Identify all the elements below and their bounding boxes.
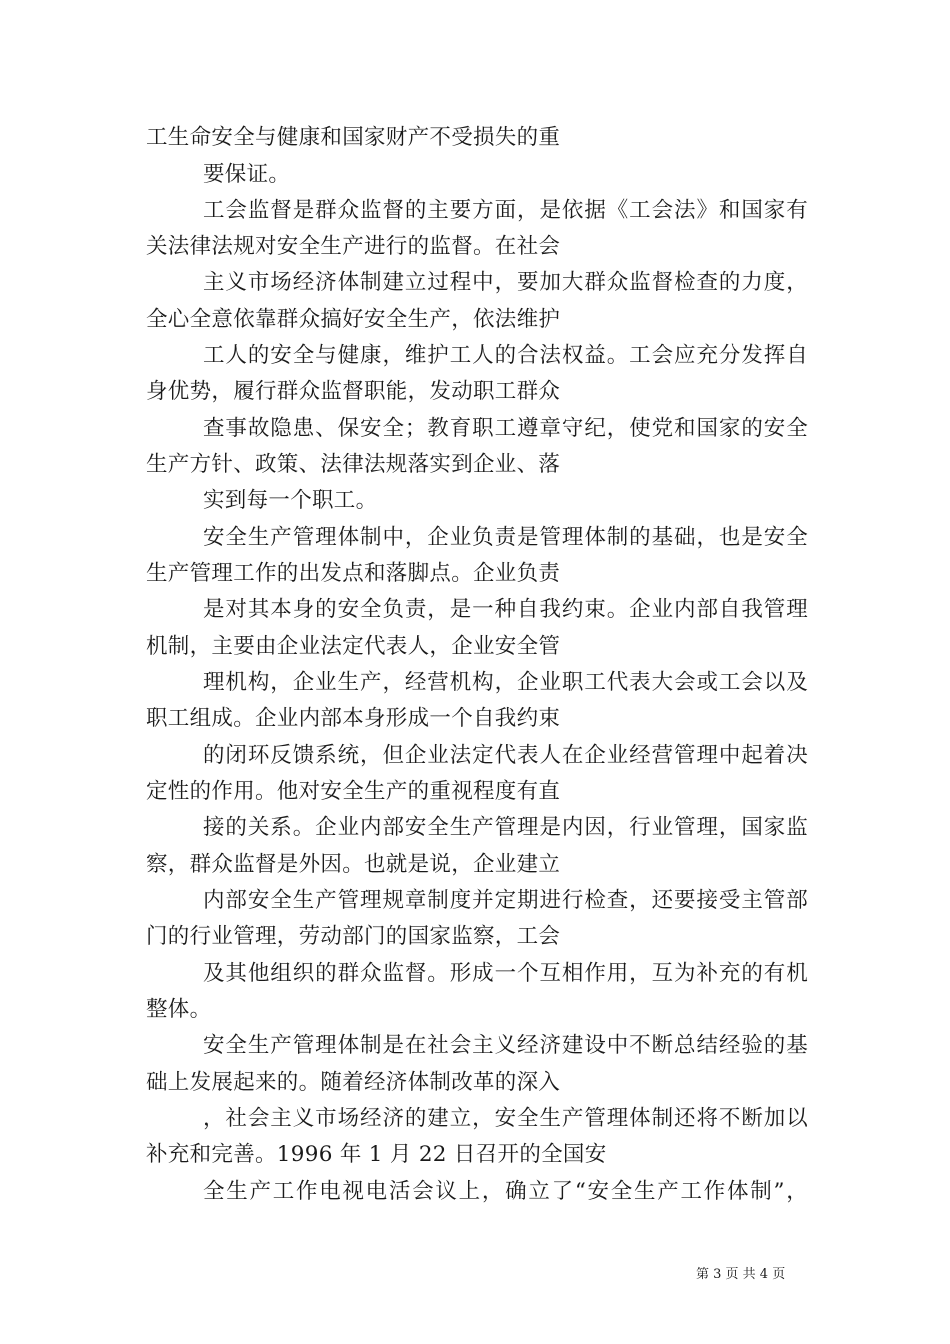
text-line: 安全生产管理体制是在社会主义经济建设中不断总结经验的基 [203, 1033, 808, 1058]
text-line: 生产管理工作的出发点和落脚点。企业负责 [146, 561, 561, 586]
text-line: 实到每一个职工。 [203, 488, 378, 513]
text-line: 补充和完善。1996 年 1 月 22 日召开的全国安 [146, 1142, 607, 1167]
text-line: 主义市场经济体制建立过程中，要加大群众监督检查的力度， [203, 270, 808, 295]
text-line: 要保证。 [203, 162, 291, 187]
text-line: 全生产工作电视电活会议上，确立了“安全生产工作体制”， [203, 1179, 808, 1204]
text-line: 关法律法规对安全生产进行的监督。在社会 [146, 234, 561, 259]
text-line: 定性的作用。他对安全生产的重视程度有直 [146, 779, 561, 804]
text-line: 生产方针、政策、法律法规落实到企业、落 [146, 452, 561, 477]
text-line: 全心全意依靠群众搞好安全生产，依法维护 [146, 307, 561, 332]
text-line: 机制，主要由企业法定代表人，企业安全管 [146, 634, 561, 659]
text-line: 础上发展起来的。随着经济体制改革的深入 [146, 1070, 561, 1095]
text-line: 工生命安全与健康和国家财产不受损失的重 [146, 125, 561, 150]
text-line: 察，群众监督是外因。也就是说，企业建立 [146, 852, 561, 877]
text-line: 查事故隐患、保安全；教育职工遵章守纪，使党和国家的安全 [203, 416, 808, 441]
text-line: 整体。 [146, 997, 212, 1022]
text-line: 是对其本身的安全负责，是一种自我约束。企业内部自我管理 [203, 597, 808, 622]
text-line: 接的关系。企业内部安全生产管理是内因，行业管理，国家监 [203, 815, 808, 840]
text-line: 的闭环反馈系统，但企业法定代表人在企业经营管理中起着决 [203, 743, 808, 768]
text-line: 工人的安全与健康，维护工人的合法权益。工会应充分发挥自 [203, 343, 808, 368]
text-line: 及其他组织的群众监督。形成一个互相作用，互为补充的有机 [203, 961, 808, 986]
text-line: 工会监督是群众监督的主要方面，是依据《工会法》和国家有 [203, 198, 808, 223]
text-line: 理机构，企业生产，经营机构，企业职工代表大会或工会以及 [203, 670, 808, 695]
text-line: 身优势，履行群众监督职能，发动职工群众 [146, 379, 561, 404]
text-line: ，社会主义市场经济的建立，安全生产管理体制还将不断加以 [203, 1106, 808, 1131]
text-line: 内部安全生产管理规章制度并定期进行检查，还要接受主管部 [203, 888, 808, 913]
text-line: 安全生产管理体制中，企业负责是管理体制的基础，也是安全 [203, 525, 808, 550]
page-number-indicator: 第 3 页 共 4 页 [696, 1267, 786, 1282]
text-line: 职工组成。企业内部本身形成一个自我约束 [146, 706, 561, 731]
text-line: 门的行业管理，劳动部门的国家监察，工会 [146, 924, 561, 949]
